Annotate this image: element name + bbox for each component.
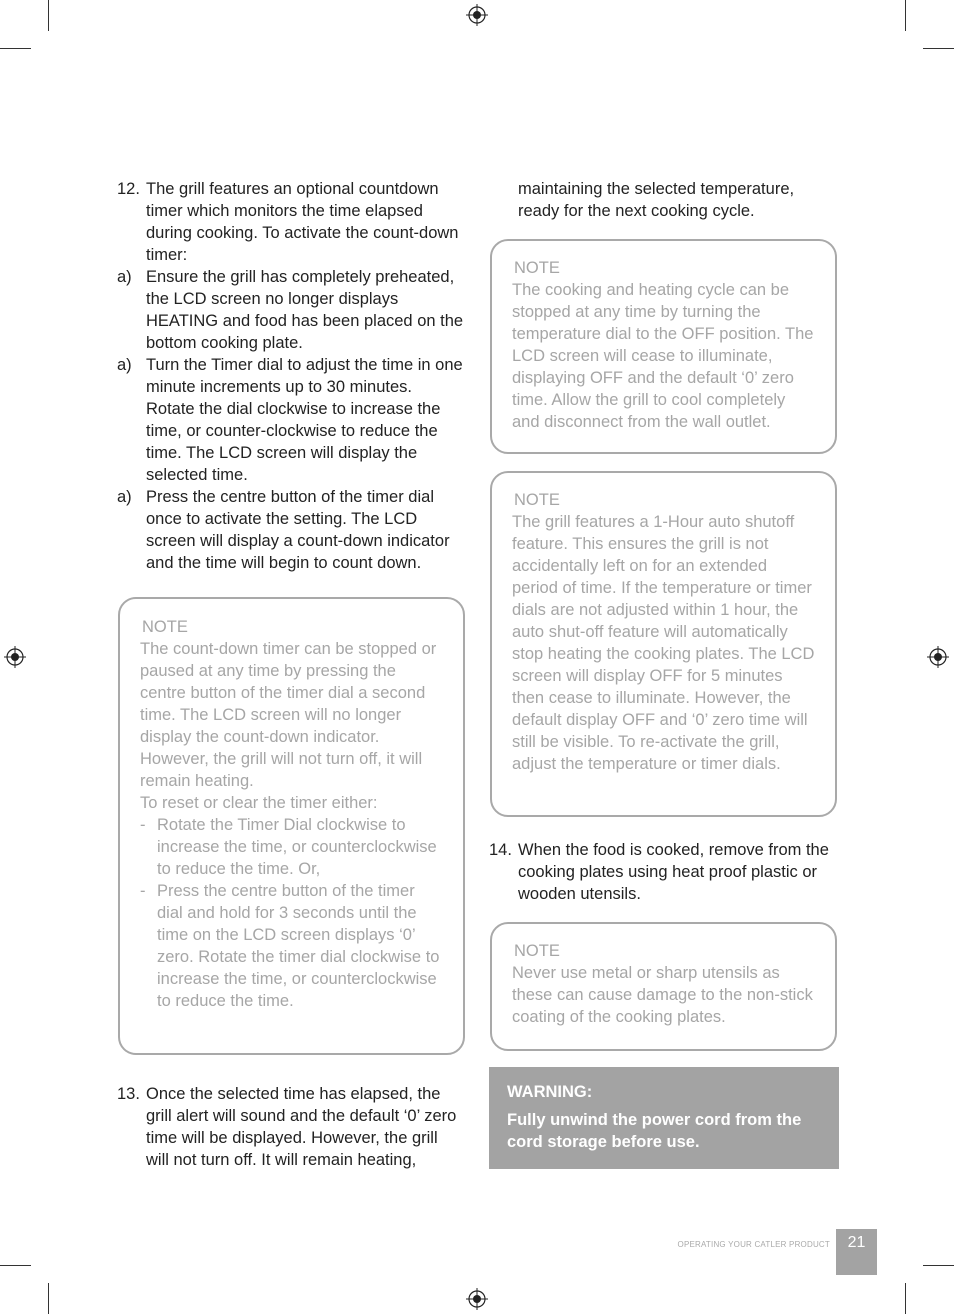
note-box-utensils <box>490 922 837 1051</box>
note-text: Never use metal or sharp utensils as these can cause damage to the non-stick coating of the cooking plates. <box>512 964 813 1026</box>
note-heading: NOTE <box>514 942 560 960</box>
registration-mark-icon <box>927 646 949 668</box>
step-12 <box>117 178 465 574</box>
option-text: Rotate the Timer Dial clockwise to increase the time, or counterclockwise to reduce the time. Or, <box>157 816 437 878</box>
note-heading: NOTE <box>514 491 560 509</box>
step-14-item <box>489 839 834 905</box>
footer-section-label: OPERATING YOUR CATLER PRODUCT <box>677 1240 830 1249</box>
step-text: When the food is cooked, remove from the cooking plates using heat proof plastic or wooden utensils. <box>518 841 829 903</box>
page-number: 21 <box>836 1229 877 1275</box>
step-text: Once the selected time has elapsed, the grill alert will sound and the default ‘0’ zero time will be displayed. However, the grill will not turn off. It will remain heating, <box>146 1085 457 1169</box>
warning-box <box>489 1067 839 1169</box>
note-text: The grill features a 1-Hour auto shutoff feature. This ensures the grill is not accidentally left on for an extended period of time. If the temperature or timer dials are not adjusted within 1 hour, the auto shut-off feature will automatically stop heating the cooking plates. The LCD screen will display OFF for 5 minutes then cease to illuminate. However, the default display OFF and ‘0’ zero time will still be visible. To re-activate the grill, adjust the temperature or timer dials. <box>512 513 815 773</box>
step-text: The grill features an optional countdown timer which monitors the time elapsed during cooking. To activate the count-down timer: <box>146 180 459 264</box>
note-box-stop-cycle <box>490 239 837 454</box>
note-text: The cooking and heating cycle can be stopped at any time by turning the temperature dial to the OFF position. The LCD screen will cease to illuminate, displaying OFF and the default ‘0’ zero time. Allow the grill to cool completely and disconnect from the wall outlet. <box>512 281 814 431</box>
substep-text: Turn the Timer dial to adjust the time in one minute increments up to 30 minutes. Rotate the dial clockwise to increase the time, or counter-clockwise to reduce the time. The LCD screen will display the selected time. <box>146 356 463 484</box>
step-13-continued <box>489 178 834 222</box>
crop-mark <box>905 0 906 31</box>
crop-mark <box>0 48 31 49</box>
step-number: 14. <box>489 841 512 859</box>
step-14 <box>489 839 834 905</box>
warning-text: Fully unwind the power cord from the cord storage before use. <box>507 1111 802 1151</box>
crop-mark <box>48 1283 49 1314</box>
crop-mark <box>923 1265 954 1266</box>
crop-mark <box>905 1283 906 1314</box>
option-marker: - <box>140 816 146 834</box>
substep-marker: a) <box>117 356 132 374</box>
step-13 <box>117 1083 465 1171</box>
step-13-continued-text: maintaining the selected temperature, ready for the next cooking cycle. <box>518 180 795 220</box>
substep <box>117 354 465 486</box>
substep <box>117 266 465 354</box>
note-box-auto-shutoff <box>490 471 837 817</box>
substep <box>117 486 465 574</box>
note-text: The count-down timer can be stopped or paused at any time by pressing the centre button of the timer dial a second time. The LCD screen will no longer display the count-down indicator. However, the grill will not turn off, it will remain heating. <box>140 640 437 790</box>
crop-mark <box>0 1265 31 1266</box>
step-number: 13. <box>117 1085 140 1103</box>
crop-mark <box>923 48 954 49</box>
registration-mark-icon <box>466 1288 488 1310</box>
registration-mark-icon <box>4 646 26 668</box>
substep-marker: a) <box>117 488 132 506</box>
step-12-item <box>117 178 465 266</box>
option-text: Press the centre button of the timer dial and hold for 3 seconds until the time on the LCD screen displays ‘0’ zero. Rotate the timer dial clockwise to increase the time, or counterclockwise to reduce the time. <box>157 882 440 1010</box>
step-13-item <box>117 1083 465 1171</box>
option-marker: - <box>140 882 146 900</box>
note-heading: NOTE <box>514 259 560 277</box>
registration-mark-icon <box>466 4 488 26</box>
substep-marker: a) <box>117 268 132 286</box>
crop-mark <box>48 0 49 31</box>
note-box-timer <box>118 597 465 1055</box>
substep-text: Press the centre button of the timer dial once to activate the setting. The LCD screen will display a count-down indicator and the time will begin to count down. <box>146 488 450 572</box>
note-heading: NOTE <box>142 618 188 636</box>
warning-title: WARNING: <box>507 1083 593 1101</box>
step-number: 12. <box>117 180 140 198</box>
note-option <box>140 814 443 880</box>
substep-text: Ensure the grill has completely preheated, the LCD screen no longer displays HEATING and food has been placed on the bottom cooking plate. <box>146 268 464 352</box>
note-reset-intro: To reset or clear the timer either: <box>140 794 378 812</box>
note-option <box>140 880 443 1012</box>
